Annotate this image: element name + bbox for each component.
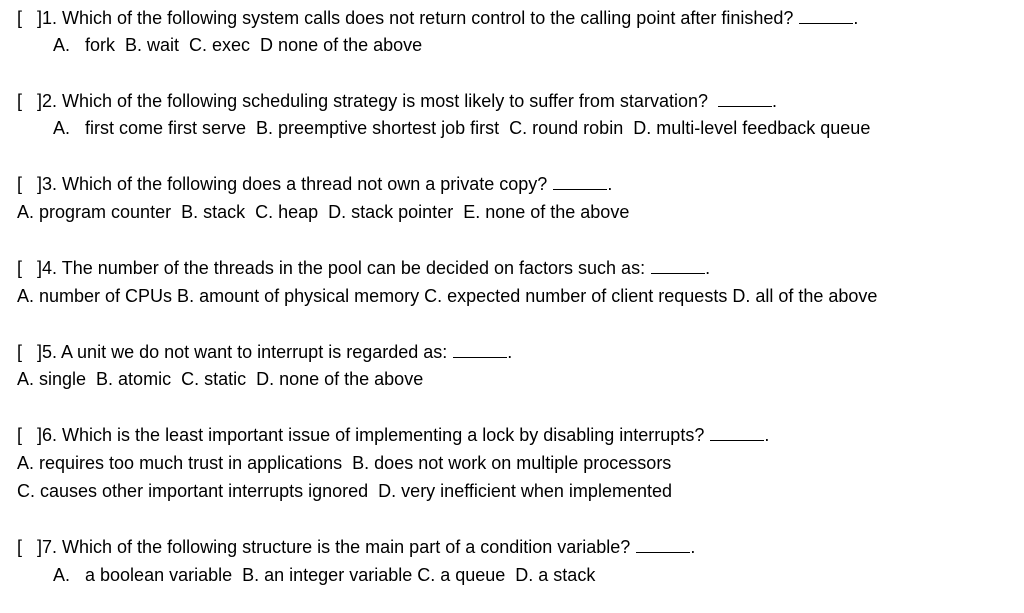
blank-suffix: . xyxy=(764,425,770,445)
question-4-options: A. number of CPUs B. amount of physical memory C. expected number of client requests D. all of the above xyxy=(17,286,878,306)
answer-bracket[interactable]: [ ] xyxy=(17,258,43,278)
answer-blank[interactable] xyxy=(710,426,764,441)
question-7-prompt: 7. Which of the following structure is the main part of a condition variable? xyxy=(42,537,631,557)
answer-blank[interactable] xyxy=(636,538,690,553)
answer-blank[interactable] xyxy=(453,343,507,358)
answer-blank[interactable] xyxy=(799,9,853,24)
question-3-options: A. program counter B. stack C. heap D. stack pointer E. none of the above xyxy=(17,202,630,222)
question-1-options: A. fork B. wait C. exec D none of the above xyxy=(53,35,423,55)
blank-suffix: . xyxy=(690,537,696,557)
answer-bracket[interactable]: [ ] xyxy=(17,537,43,557)
blank-suffix: . xyxy=(853,8,859,28)
question-4 xyxy=(17,257,710,279)
question-3-prompt: 3. Which of the following does a thread not own a private copy? xyxy=(42,174,548,194)
question-3 xyxy=(17,173,612,195)
question-7-options: A. a boolean variable B. an integer variable C. a queue D. a stack xyxy=(53,565,596,585)
question-2-options: A. first come first serve B. preemptive shortest job first C. round robin D. multi-level feedback queue xyxy=(53,118,871,138)
question-5-prompt: 5. A unit we do not want to interrupt is regarded as: xyxy=(42,342,448,362)
question-5-options: A. single B. atomic C. static D. none of the above xyxy=(17,369,424,389)
question-2 xyxy=(17,90,777,112)
answer-bracket[interactable]: [ ] xyxy=(17,342,43,362)
question-1 xyxy=(17,7,858,29)
answer-blank[interactable] xyxy=(553,175,607,190)
question-1-prompt: 1. Which of the following system calls does not return control to the calling point after finished? xyxy=(42,8,794,28)
question-4-prompt: 4. The number of the threads in the pool can be decided on factors such as: xyxy=(42,258,646,278)
question-6 xyxy=(17,424,769,446)
question-7 xyxy=(17,536,695,558)
answer-blank[interactable] xyxy=(718,92,772,107)
question-6-options-line-1: A. requires too much trust in applications B. does not work on multiple processors xyxy=(17,453,672,473)
answer-bracket[interactable]: [ ] xyxy=(17,91,43,111)
blank-suffix: . xyxy=(607,174,613,194)
blank-suffix: . xyxy=(507,342,513,362)
blank-suffix: . xyxy=(705,258,711,278)
question-2-prompt: 2. Which of the following scheduling strategy is most likely to suffer from starvation? xyxy=(42,91,708,111)
answer-bracket[interactable]: [ ] xyxy=(17,174,43,194)
answer-bracket[interactable]: [ ] xyxy=(17,425,43,445)
answer-bracket[interactable]: [ ] xyxy=(17,8,43,28)
blank-suffix: . xyxy=(771,91,777,111)
question-6-options-line-2: C. causes other important interrupts ignored D. very inefficient when implemented xyxy=(17,481,672,501)
answer-blank[interactable] xyxy=(651,259,705,274)
question-6-prompt: 6. Which is the least important issue of implementing a lock by disabling interrupts? xyxy=(42,425,705,445)
question-5 xyxy=(17,341,512,363)
